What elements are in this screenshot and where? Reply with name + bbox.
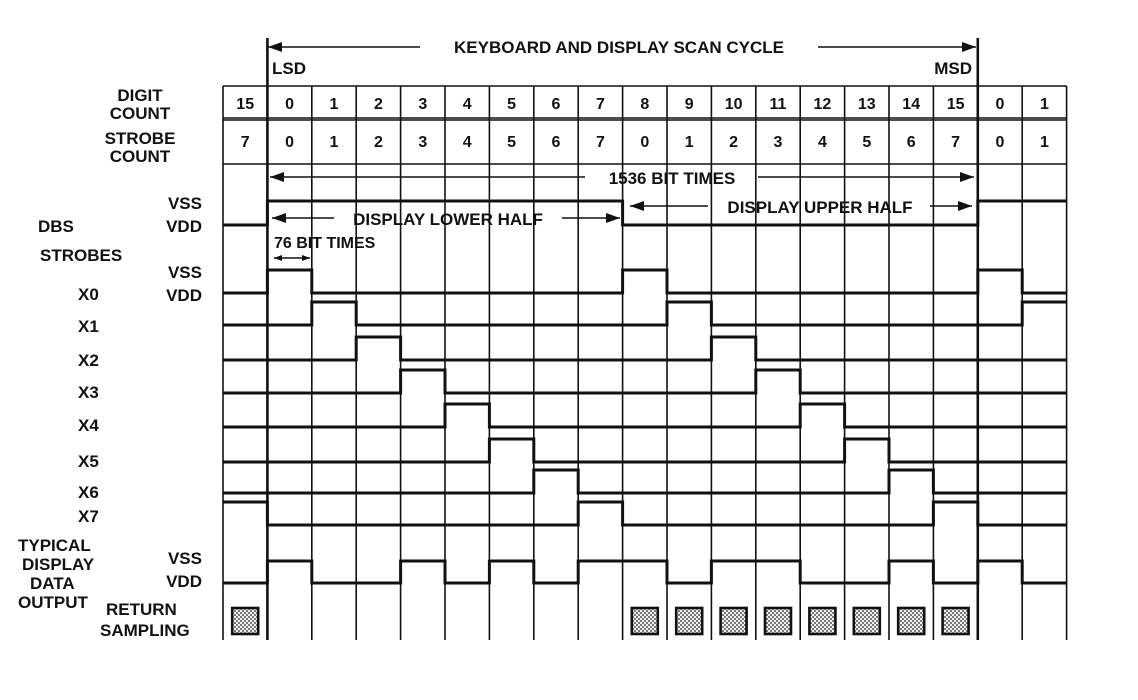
- return-label: RETURN: [106, 600, 177, 619]
- strobe-count-cell: 1: [684, 134, 694, 151]
- strobe-count-cell: 6: [906, 134, 916, 151]
- strobe-count-cell: 3: [773, 134, 783, 151]
- dbs-label: DBS: [38, 217, 74, 236]
- strobe-x4-label: X4: [78, 416, 99, 435]
- strobe-count-cell: 4: [817, 134, 827, 151]
- return-sampling-marker: [232, 608, 258, 634]
- return-sampling-marker: [898, 608, 924, 634]
- strobe-x0-label: X0: [78, 285, 99, 304]
- digit-count-cell: 14: [902, 96, 921, 113]
- strobe-x0-waveform: [223, 270, 1067, 293]
- data-label: DATA: [30, 574, 75, 593]
- strobe-name-labels: [78, 285, 99, 526]
- upper-half-label: DISPLAY UPPER HALF: [727, 198, 913, 217]
- strobe-count-cell: 2: [729, 134, 739, 151]
- strobe-x6-label: X6: [78, 483, 99, 502]
- count-cells: [236, 96, 1049, 151]
- x0-vss-label: VSS: [167, 263, 202, 282]
- strobe-count-cell: 7: [951, 134, 961, 151]
- strobe-count-cell: 7: [240, 134, 250, 151]
- sampling-label: SAMPLING: [100, 621, 190, 640]
- strobe-count-cell: 1: [329, 134, 339, 151]
- output-vss-label: VSS: [167, 549, 202, 568]
- strobe-count-cell: 1: [1039, 134, 1049, 151]
- waveforms: [223, 201, 1067, 583]
- return-sampling-marker: [721, 608, 747, 634]
- digit-count-cell: 1: [1039, 96, 1049, 113]
- grid: [223, 38, 1067, 640]
- strobe-x7-label: X7: [78, 507, 99, 526]
- digit-count-cell: 4: [462, 96, 472, 113]
- strobe-x7-waveform: [223, 502, 1067, 525]
- digit-count-cell: 5: [507, 96, 517, 113]
- digit-count-cell: 7: [595, 96, 605, 113]
- digit-count-cell: 3: [418, 96, 428, 113]
- strobe-x4-waveform: [223, 404, 1067, 427]
- scan-cycle-annotation: [268, 38, 976, 78]
- bit-times-each-label: 76 BIT TIMES: [274, 235, 376, 252]
- bit-times-each-annotation: [274, 235, 376, 261]
- digit-count-cell: 15: [236, 96, 255, 113]
- dbs-waveform: [223, 201, 1067, 225]
- strobe-count-label-1: STROBE: [104, 129, 176, 148]
- digit-count-cell: 13: [857, 96, 876, 113]
- digit-count-cell: 2: [373, 96, 383, 113]
- return-sampling-marker: [809, 608, 835, 634]
- strobe-x2-waveform: [223, 337, 1067, 360]
- return-sampling-marker: [854, 608, 880, 634]
- digit-count-cell: 10: [724, 96, 743, 113]
- strobe-x2-label: X2: [78, 351, 99, 370]
- return-sampling-marker: [676, 608, 702, 634]
- strobe-count-cell: 2: [373, 134, 383, 151]
- return-sampling-marker: [632, 608, 658, 634]
- lsd-label: LSD: [272, 59, 306, 78]
- strobe-x1-waveform: [223, 302, 1067, 325]
- strobe-count-cell: 5: [507, 134, 517, 151]
- msd-label: MSD: [934, 59, 972, 78]
- digit-count-cell: 12: [813, 96, 832, 113]
- lower-half-label: DISPLAY LOWER HALF: [353, 210, 543, 229]
- strobe-x3-label: X3: [78, 383, 99, 402]
- strobe-count-cell: 3: [418, 134, 428, 151]
- strobe-count-cell: 6: [551, 134, 561, 151]
- strobes-label: STROBES: [40, 246, 123, 265]
- digit-count-cell: 8: [640, 96, 650, 113]
- digit-count-label-1: DIGIT: [117, 86, 163, 105]
- strobe-x5-waveform: [223, 439, 1067, 462]
- digit-count-cell: 0: [995, 96, 1005, 113]
- row-labels: [18, 86, 202, 640]
- display-label: DISPLAY: [22, 555, 95, 574]
- digit-count-cell: 6: [551, 96, 561, 113]
- digit-count-cell: 11: [769, 96, 787, 113]
- typical-label: TYPICAL: [18, 536, 91, 555]
- strobe-count-cell: 0: [285, 134, 295, 151]
- output-vdd-label: VDD: [166, 572, 202, 591]
- digit-count-label-2: COUNT: [109, 104, 171, 123]
- strobe-count-cell: 7: [595, 134, 605, 151]
- return-sampling-marker: [943, 608, 969, 634]
- bit-times-annotation: [270, 169, 974, 188]
- digit-count-cell: 1: [329, 96, 339, 113]
- digit-count-cell: 9: [684, 96, 694, 113]
- display-output-waveform: [223, 561, 1067, 583]
- strobe-count-cell: 5: [862, 134, 872, 151]
- bit-times-total-label: 1536 BIT TIMES: [608, 169, 736, 188]
- strobe-count-label-2: COUNT: [109, 147, 171, 166]
- output-label: OUTPUT: [18, 593, 88, 612]
- strobe-count-cell: 0: [640, 134, 650, 151]
- strobe-x3-waveform: [223, 370, 1067, 393]
- dbs-vdd-label: VDD: [166, 217, 202, 236]
- scan-cycle-title: KEYBOARD AND DISPLAY SCAN CYCLE: [454, 38, 784, 57]
- digit-count-cell: 15: [946, 96, 965, 113]
- x0-vdd-label: VDD: [166, 286, 202, 305]
- digit-count-cell: 0: [285, 96, 295, 113]
- dbs-vss-label: VSS: [167, 194, 202, 213]
- strobe-x1-label: X1: [78, 317, 99, 336]
- strobe-count-cell: 0: [995, 134, 1005, 151]
- return-sampling-marker: [765, 608, 791, 634]
- return-sampling-markers: [232, 608, 968, 634]
- strobe-count-cell: 4: [462, 134, 472, 151]
- strobe-x5-label: X5: [78, 452, 99, 471]
- strobe-x6-waveform: [223, 470, 1067, 493]
